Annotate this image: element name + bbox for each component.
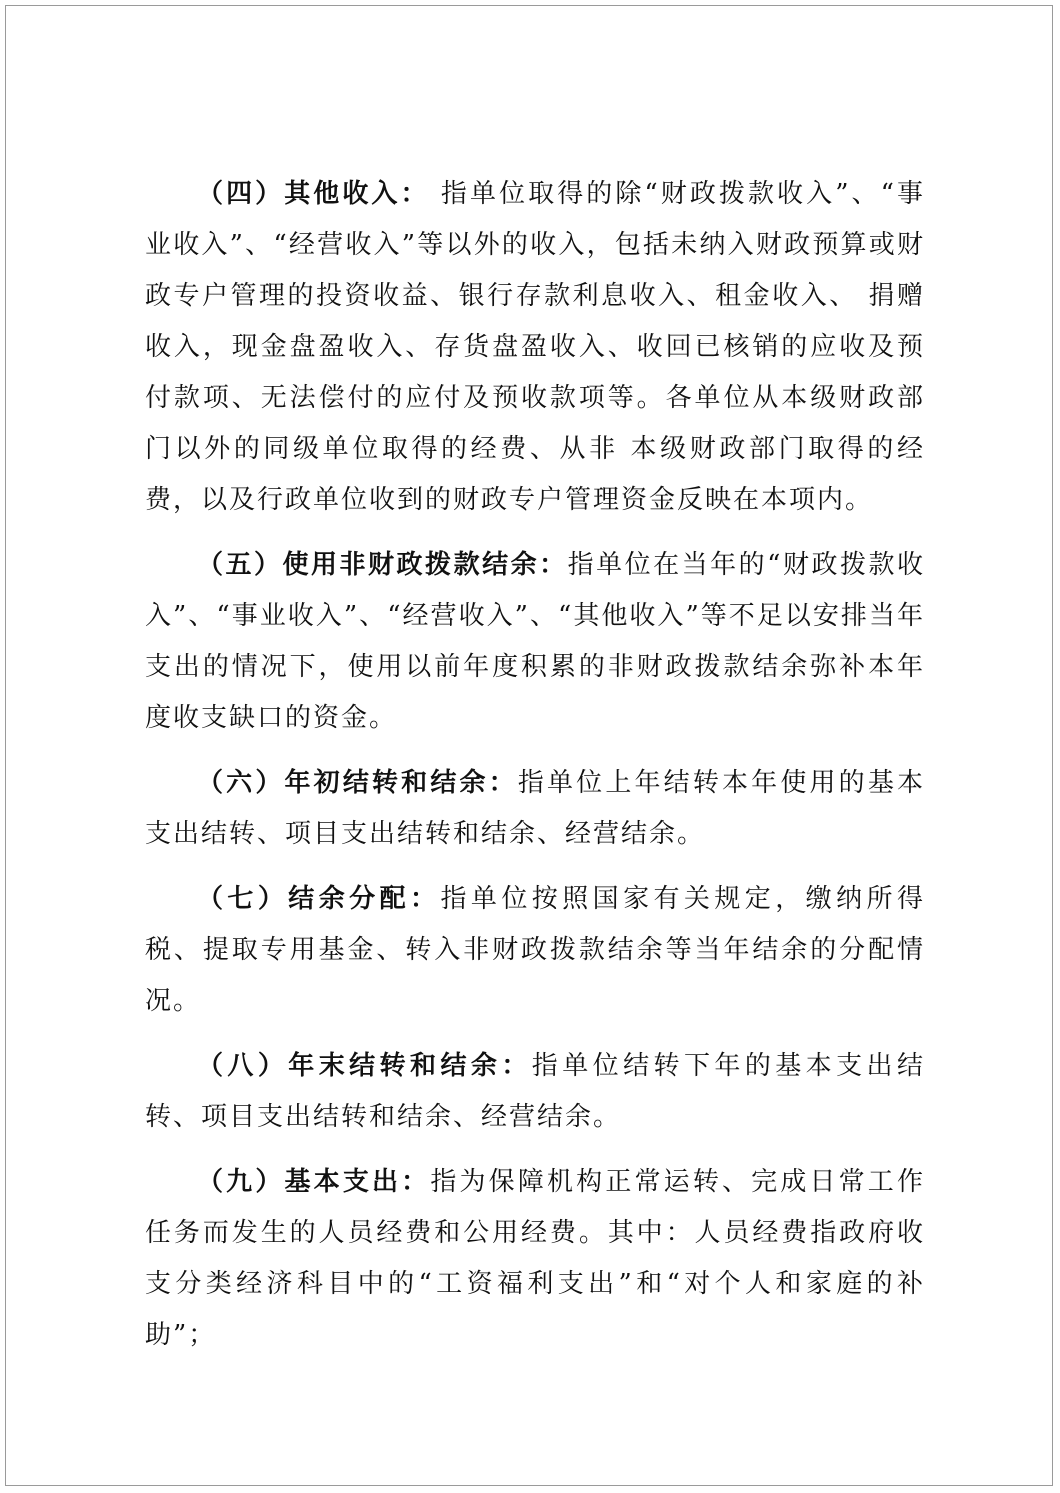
paragraph-text: 指单位上年结转本年使用的基本支出结转、项目支出结转和结余、经营结余。: [145, 768, 925, 849]
paragraph-closing-carryover: [145, 1041, 925, 1143]
paragraph-heading: （六）年初结转和结余：: [197, 768, 518, 798]
paragraph-heading: （四）其他收入：: [197, 179, 430, 209]
document-page: [5, 5, 1053, 1486]
paragraph-non-fiscal-balance: [145, 540, 925, 744]
paragraph-text: 指单位在当年的“财政拨款收入”、“事业收入”、“经营收入”、“其他收入”等不足以安排当年支出的情况下，使用以前年度积累的非财政拨款结余弥补本年度收支缺口的资金。: [145, 550, 925, 733]
paragraph-text: 指单位结转下年的基本支出结转、项目支出结转和结余、经营结余。: [145, 1051, 925, 1132]
paragraph-heading: （七）结余分配：: [197, 884, 441, 914]
paragraph-opening-carryover: [145, 758, 925, 860]
paragraph-heading: （九）基本支出：: [197, 1167, 431, 1197]
paragraph-basic-expenditure: [145, 1157, 925, 1361]
paragraph-heading: （五）使用非财政拨款结余：: [197, 550, 568, 580]
paragraph-other-income: [145, 169, 925, 526]
document-body: [145, 169, 925, 1375]
paragraph-text: 指单位取得的除“财政拨款收入”、“事业收入”、“经营收入”等以外的收入，包括未纳入财政预算或财政专户管理的投资收益、银行存款利息收入、租金收入、 捐赠收入，现金盘盈收入、存货盘盈收入、收回已核销的应收及预付款项、无法偿付的应付及预收款项等。各单位从本级财政部门以外的同级单位取得的经费、从非 本级财政部门取得的经费，以及行政单位收到的财政专户管理资金反映在本项内。: [145, 179, 925, 515]
paragraph-text: 指为保障机构正常运转、完成日常工作任务而发生的人员经费和公用经费。其中：人员经费指政府收支分类经济科目中的“工资福利支出”和“对个人和家庭的补助”；: [145, 1167, 925, 1350]
paragraph-text: 指单位按照国家有关规定，缴纳所得税、提取专用基金、转入非财政拨款结余等当年结余的分配情况。: [145, 884, 925, 1016]
paragraph-heading: （八）年末结转和结余：: [197, 1051, 532, 1081]
paragraph-surplus-distribution: [145, 874, 925, 1027]
